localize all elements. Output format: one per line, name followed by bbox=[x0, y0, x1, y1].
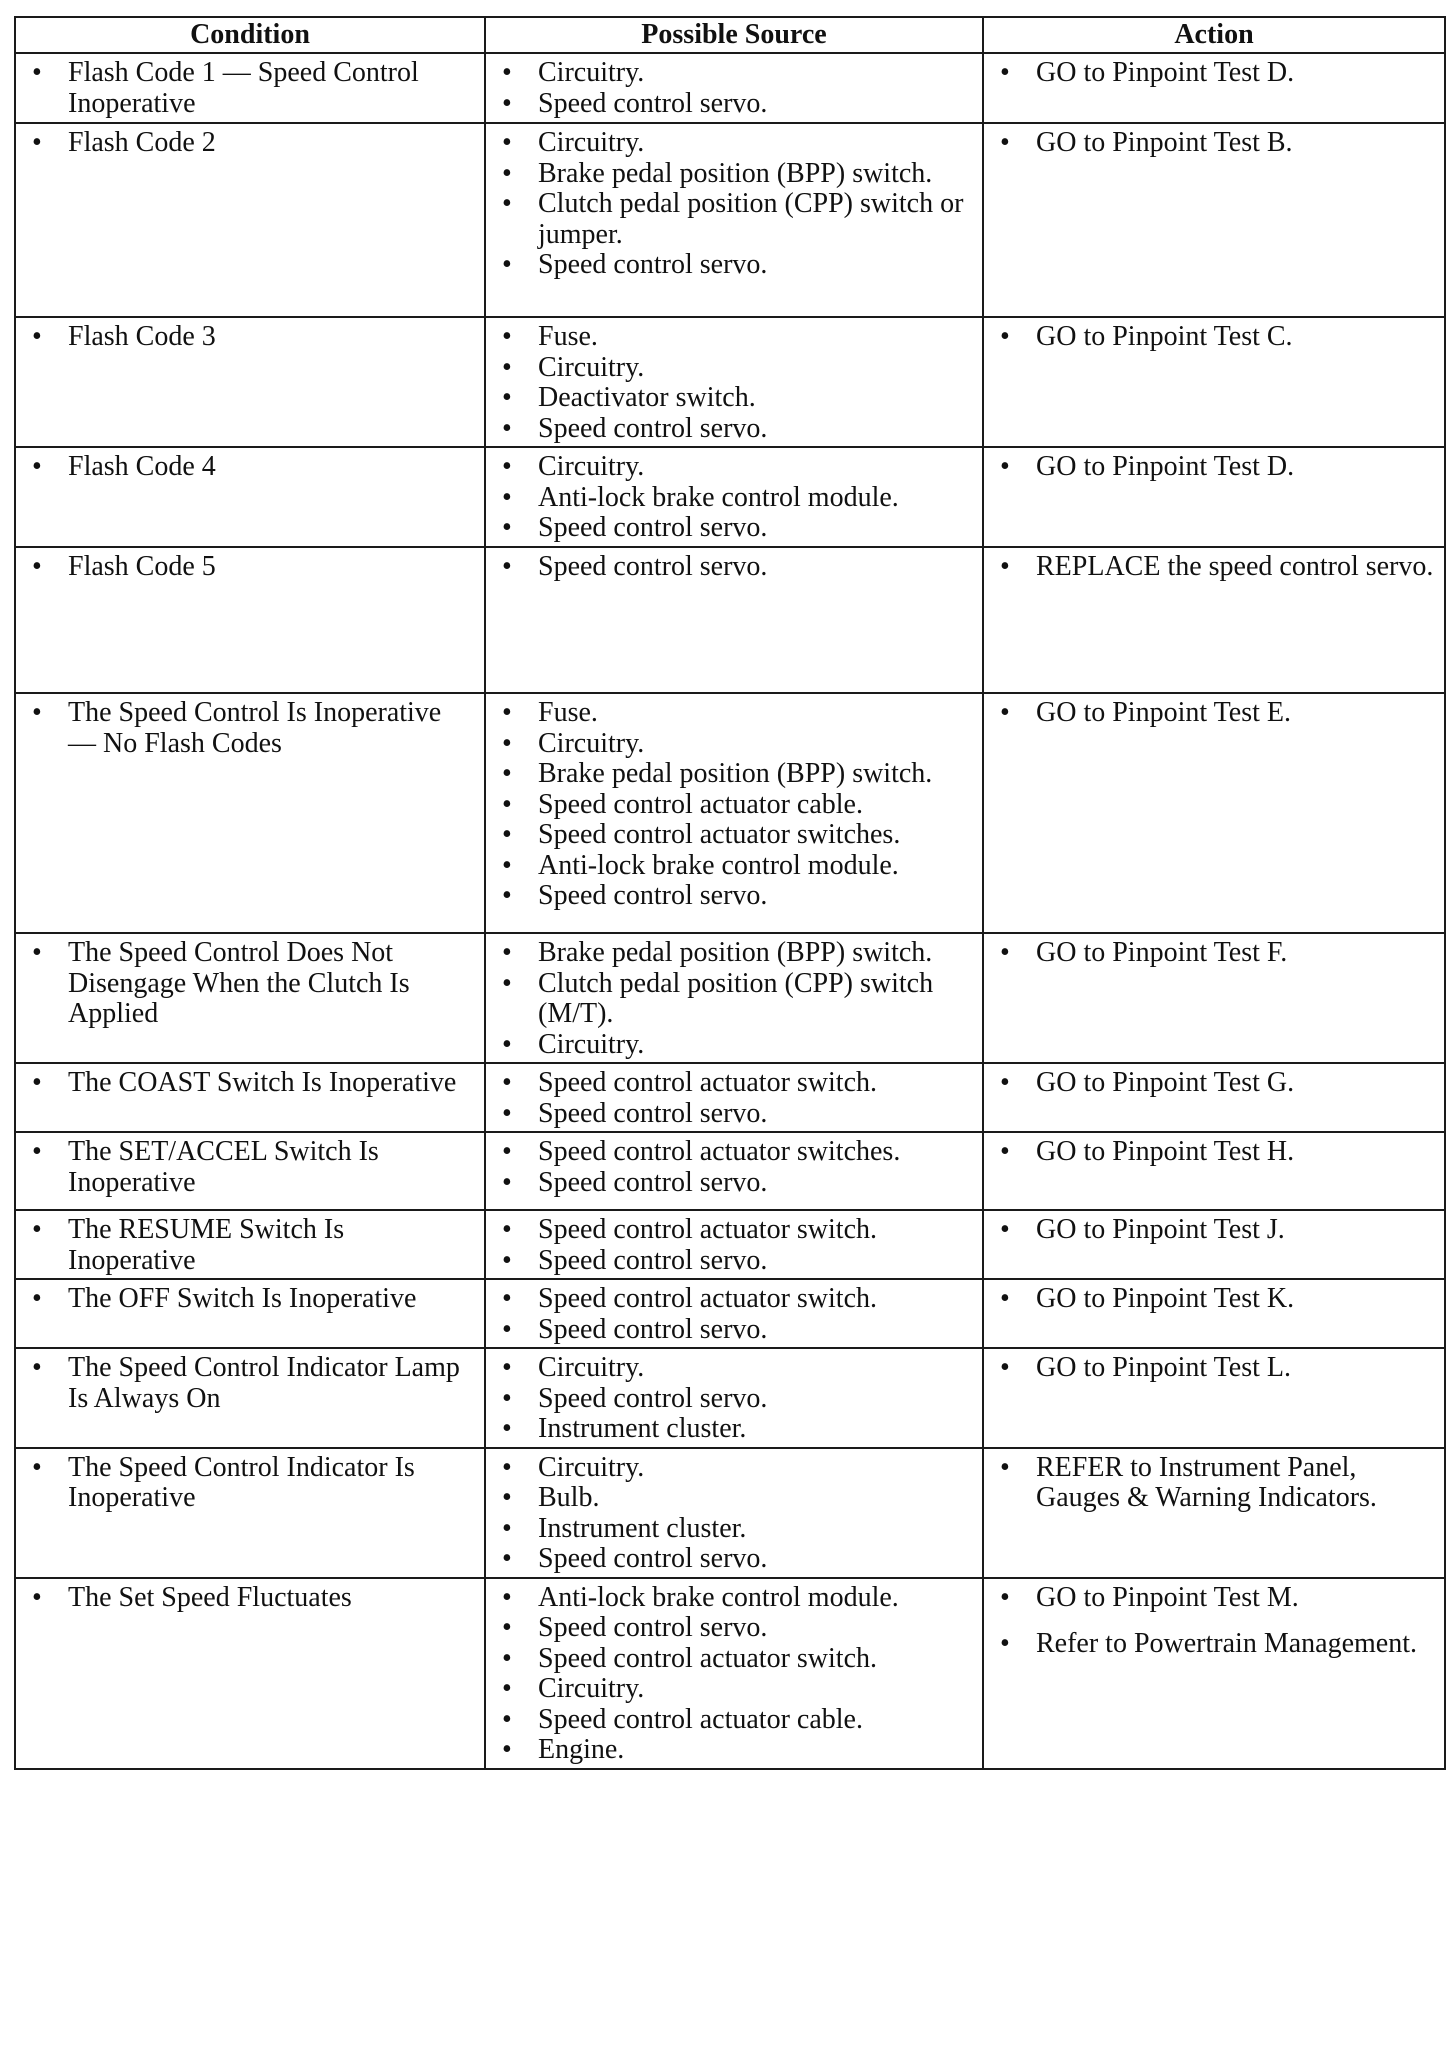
condition-list bbox=[24, 1284, 476, 1315]
source-item: • Speed control servo. bbox=[494, 89, 974, 120]
source-item: • Fuse. bbox=[494, 698, 974, 729]
condition-text: • The RESUME Switch Is Inoperative bbox=[24, 1215, 476, 1276]
condition-text: • Flash Code 5 bbox=[24, 552, 476, 583]
action-list bbox=[992, 1453, 1436, 1514]
action-item: • GO to Pinpoint Test J. bbox=[992, 1215, 1436, 1246]
source-item: • Instrument cluster. bbox=[494, 1414, 974, 1445]
action-item: • GO to Pinpoint Test G. bbox=[992, 1068, 1436, 1099]
source-item: • Speed control servo. bbox=[494, 1168, 974, 1199]
table-row bbox=[15, 123, 1445, 317]
condition-text: • Flash Code 3 bbox=[24, 322, 476, 353]
condition-cell bbox=[15, 1348, 485, 1448]
action-cell bbox=[983, 1578, 1445, 1769]
table-header-row bbox=[15, 17, 1445, 53]
source-list bbox=[494, 1284, 974, 1345]
source-item: • Circuitry. bbox=[494, 1030, 974, 1061]
action-list bbox=[992, 58, 1436, 89]
source-list bbox=[494, 1583, 974, 1766]
action-item: • GO to Pinpoint Test E. bbox=[992, 698, 1436, 729]
table-row bbox=[15, 547, 1445, 693]
source-item: • Speed control servo. bbox=[494, 1099, 974, 1130]
source-item: • Speed control servo. bbox=[494, 1315, 974, 1346]
condition-cell bbox=[15, 1132, 485, 1210]
source-item: • Engine. bbox=[494, 1735, 974, 1766]
action-item: • REPLACE the speed control servo. bbox=[992, 552, 1436, 583]
source-item: • Circuitry. bbox=[494, 128, 974, 159]
action-cell bbox=[983, 447, 1445, 547]
source-item: • Circuitry. bbox=[494, 729, 974, 760]
possible-source-cell bbox=[485, 1210, 983, 1279]
condition-list bbox=[24, 552, 476, 583]
action-list bbox=[992, 1353, 1436, 1384]
source-item: • Circuitry. bbox=[494, 452, 974, 483]
possible-source-cell bbox=[485, 317, 983, 447]
source-item: • Speed control servo. bbox=[494, 513, 974, 544]
source-list bbox=[494, 698, 974, 912]
action-list bbox=[992, 1583, 1436, 1660]
condition-cell bbox=[15, 547, 485, 693]
possible-source-cell bbox=[485, 1132, 983, 1210]
action-item: • GO to Pinpoint Test M. bbox=[992, 1583, 1436, 1614]
action-cell bbox=[983, 693, 1445, 933]
table-row bbox=[15, 1279, 1445, 1348]
source-list bbox=[494, 552, 974, 583]
source-item: • Speed control servo. bbox=[494, 1544, 974, 1575]
source-item: • Anti-lock brake control module. bbox=[494, 1583, 974, 1614]
source-item: • Circuitry. bbox=[494, 1453, 974, 1484]
action-item: • Refer to Powertrain Management. bbox=[992, 1629, 1436, 1660]
action-cell bbox=[983, 1448, 1445, 1578]
source-list bbox=[494, 1068, 974, 1129]
possible-source-cell bbox=[485, 547, 983, 693]
possible-source-cell bbox=[485, 53, 983, 123]
action-cell bbox=[983, 1132, 1445, 1210]
condition-list bbox=[24, 1353, 476, 1414]
source-item: • Speed control actuator switch. bbox=[494, 1068, 974, 1099]
condition-text: • Flash Code 2 bbox=[24, 128, 476, 159]
symptom-chart-table bbox=[14, 16, 1446, 1770]
source-item: • Brake pedal position (BPP) switch. bbox=[494, 159, 974, 190]
possible-source-cell bbox=[485, 123, 983, 317]
action-cell bbox=[983, 53, 1445, 123]
source-list bbox=[494, 1353, 974, 1445]
table-row bbox=[15, 1578, 1445, 1769]
source-item: • Circuitry. bbox=[494, 1674, 974, 1705]
table-row bbox=[15, 1348, 1445, 1448]
source-item: • Circuitry. bbox=[494, 58, 974, 89]
source-list bbox=[494, 938, 974, 1060]
condition-list bbox=[24, 452, 476, 483]
action-cell bbox=[983, 933, 1445, 1063]
condition-cell bbox=[15, 933, 485, 1063]
table-row bbox=[15, 1448, 1445, 1578]
condition-list bbox=[24, 1068, 476, 1099]
action-cell bbox=[983, 1210, 1445, 1279]
source-item: • Speed control servo. bbox=[494, 414, 974, 445]
source-item: • Clutch pedal position (CPP) switch (M/T). bbox=[494, 969, 974, 1030]
condition-text: • Flash Code 1 — Speed Control Inoperative bbox=[24, 58, 476, 119]
action-list bbox=[992, 452, 1436, 483]
source-item: • Clutch pedal position (CPP) switch or jumper. bbox=[494, 189, 974, 250]
possible-source-cell bbox=[485, 1448, 983, 1578]
action-item: • GO to Pinpoint Test B. bbox=[992, 128, 1436, 159]
condition-text: • The OFF Switch Is Inoperative bbox=[24, 1284, 476, 1315]
source-list bbox=[494, 1453, 974, 1575]
source-item: • Speed control actuator switches. bbox=[494, 1137, 974, 1168]
condition-cell bbox=[15, 123, 485, 317]
action-cell bbox=[983, 547, 1445, 693]
source-item: • Brake pedal position (BPP) switch. bbox=[494, 938, 974, 969]
source-item: • Brake pedal position (BPP) switch. bbox=[494, 759, 974, 790]
source-list bbox=[494, 452, 974, 544]
source-item: • Fuse. bbox=[494, 322, 974, 353]
condition-list bbox=[24, 58, 476, 119]
source-item: • Circuitry. bbox=[494, 1353, 974, 1384]
source-item: • Circuitry. bbox=[494, 353, 974, 384]
action-item: • GO to Pinpoint Test D. bbox=[992, 452, 1436, 483]
table-row bbox=[15, 1210, 1445, 1279]
source-list bbox=[494, 1137, 974, 1198]
table-row bbox=[15, 447, 1445, 547]
possible-source-cell bbox=[485, 933, 983, 1063]
condition-list bbox=[24, 938, 476, 1030]
condition-text: • The COAST Switch Is Inoperative bbox=[24, 1068, 476, 1099]
action-list bbox=[992, 1284, 1436, 1315]
condition-text: • Flash Code 4 bbox=[24, 452, 476, 483]
action-list bbox=[992, 1137, 1436, 1168]
action-item: • GO to Pinpoint Test D. bbox=[992, 58, 1436, 89]
header-condition: Condition bbox=[15, 17, 485, 53]
action-cell bbox=[983, 1348, 1445, 1448]
condition-cell bbox=[15, 53, 485, 123]
source-item: • Speed control actuator cable. bbox=[494, 790, 974, 821]
condition-cell bbox=[15, 1210, 485, 1279]
possible-source-cell bbox=[485, 1279, 983, 1348]
source-item: • Bulb. bbox=[494, 1483, 974, 1514]
condition-cell bbox=[15, 1448, 485, 1578]
source-item: • Speed control actuator switch. bbox=[494, 1284, 974, 1315]
action-item: • GO to Pinpoint Test C. bbox=[992, 322, 1436, 353]
condition-text: • The Speed Control Does Not Disengage When the Clutch Is Applied bbox=[24, 938, 476, 1030]
action-item: • GO to Pinpoint Test L. bbox=[992, 1353, 1436, 1384]
action-list bbox=[992, 1215, 1436, 1246]
possible-source-cell bbox=[485, 1063, 983, 1132]
condition-cell bbox=[15, 317, 485, 447]
diagnosis-table-container bbox=[14, 16, 1444, 1770]
condition-list bbox=[24, 322, 476, 353]
source-item: • Speed control servo. bbox=[494, 552, 974, 583]
header-action: Action bbox=[983, 17, 1445, 53]
action-cell bbox=[983, 317, 1445, 447]
source-item: • Anti-lock brake control module. bbox=[494, 483, 974, 514]
source-list bbox=[494, 1215, 974, 1276]
condition-cell bbox=[15, 1279, 485, 1348]
condition-cell bbox=[15, 447, 485, 547]
action-list bbox=[992, 698, 1436, 729]
source-item: • Speed control actuator switches. bbox=[494, 820, 974, 851]
source-item: • Speed control servo. bbox=[494, 250, 974, 281]
header-possible-source: Possible Source bbox=[485, 17, 983, 53]
action-item: • GO to Pinpoint Test F. bbox=[992, 938, 1436, 969]
condition-cell bbox=[15, 693, 485, 933]
source-item: • Deactivator switch. bbox=[494, 383, 974, 414]
condition-list bbox=[24, 1453, 476, 1514]
table-row bbox=[15, 1063, 1445, 1132]
condition-text: • The Speed Control Indicator Is Inoperative bbox=[24, 1453, 476, 1514]
action-list bbox=[992, 322, 1436, 353]
condition-list bbox=[24, 1583, 476, 1614]
action-item: • GO to Pinpoint Test K. bbox=[992, 1284, 1436, 1315]
source-item: • Speed control servo. bbox=[494, 1246, 974, 1277]
source-item: • Speed control servo. bbox=[494, 1384, 974, 1415]
source-list bbox=[494, 322, 974, 444]
action-item: • GO to Pinpoint Test H. bbox=[992, 1137, 1436, 1168]
possible-source-cell bbox=[485, 693, 983, 933]
source-list bbox=[494, 58, 974, 119]
source-list bbox=[494, 128, 974, 281]
condition-text: • The Speed Control Indicator Lamp Is Always On bbox=[24, 1353, 476, 1414]
action-item: • REFER to Instrument Panel, Gauges & Warning Indicators. bbox=[992, 1453, 1436, 1514]
table-row bbox=[15, 1132, 1445, 1210]
condition-list bbox=[24, 698, 476, 759]
source-item: • Speed control actuator switch. bbox=[494, 1215, 974, 1246]
condition-list bbox=[24, 1137, 476, 1198]
action-list bbox=[992, 1068, 1436, 1099]
action-list bbox=[992, 128, 1436, 159]
table-row bbox=[15, 53, 1445, 123]
table-row bbox=[15, 693, 1445, 933]
source-item: • Speed control servo. bbox=[494, 1613, 974, 1644]
source-item: • Anti-lock brake control module. bbox=[494, 851, 974, 882]
possible-source-cell bbox=[485, 447, 983, 547]
action-cell bbox=[983, 123, 1445, 317]
action-cell bbox=[983, 1063, 1445, 1132]
action-list bbox=[992, 552, 1436, 583]
condition-list bbox=[24, 1215, 476, 1276]
condition-text: • The Speed Control Is Inoperative — No Flash Codes bbox=[24, 698, 476, 759]
source-item: • Speed control actuator cable. bbox=[494, 1705, 974, 1736]
action-list bbox=[992, 938, 1436, 969]
condition-cell bbox=[15, 1578, 485, 1769]
condition-text: • The SET/ACCEL Switch Is Inoperative bbox=[24, 1137, 476, 1198]
action-cell bbox=[983, 1279, 1445, 1348]
possible-source-cell bbox=[485, 1578, 983, 1769]
table-row bbox=[15, 933, 1445, 1063]
table-body bbox=[15, 53, 1445, 1769]
possible-source-cell bbox=[485, 1348, 983, 1448]
source-item: • Instrument cluster. bbox=[494, 1514, 974, 1545]
source-item: • Speed control servo. bbox=[494, 881, 974, 912]
table-row bbox=[15, 317, 1445, 447]
condition-cell bbox=[15, 1063, 485, 1132]
source-item: • Speed control actuator switch. bbox=[494, 1644, 974, 1675]
condition-list bbox=[24, 128, 476, 159]
condition-text: • The Set Speed Fluctuates bbox=[24, 1583, 476, 1614]
